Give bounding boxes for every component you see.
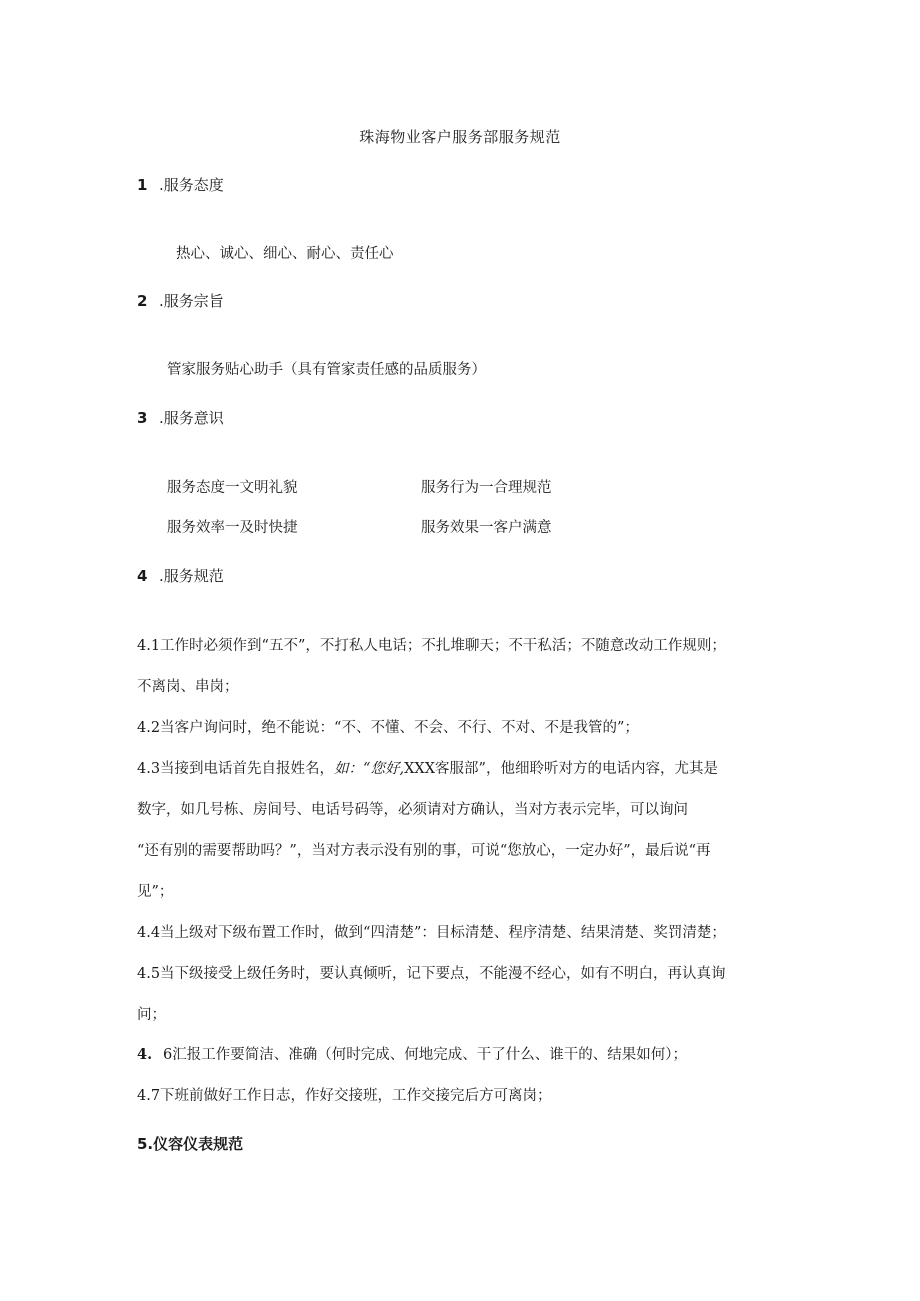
section-number: 4 — [137, 567, 148, 585]
section-heading-purpose — [137, 290, 224, 311]
section-title: 5.仪容仪表规范 — [137, 1135, 244, 1153]
norm-line: 数字，如几号栋、房间号、电话号码等，必须请对方确认，当对方表示完毕，可以询问 — [137, 802, 688, 818]
norm-text: XXX客服部”，他细聆听对方的电话内容，尤其是 — [404, 761, 718, 777]
awareness-item: 服务行为一合理规范 — [421, 480, 552, 496]
section-title: .服务态度 — [159, 176, 224, 194]
purpose-prefix: 管家服务贴心助手 — [167, 362, 283, 378]
purpose-text — [167, 358, 486, 379]
norm-line: “还有别的需要帮助吗？”，当对方表示没有别的事，可说“您放心，一定办好”，最后说“再 — [137, 843, 711, 859]
awareness-item: 服务态度一文明礼貌 — [167, 480, 298, 496]
awareness-item: 服务效果一客户满意 — [421, 520, 552, 536]
norm-text: 4.3当接到电话首先自报姓名， — [137, 761, 335, 777]
norm-line: 见”； — [137, 884, 174, 900]
attitude-text: 热心、诚心、细心、耐心、责任心 — [176, 246, 394, 262]
norm-line: 4.1工作时必须作到“五不”，不打私人电话；不扎堆聊天；不干私活；不随意改动工作规则； — [137, 638, 726, 654]
section-number: 1 — [137, 176, 148, 194]
norm-example: 如：“您好, — [334, 761, 405, 777]
section-heading-awareness — [137, 407, 224, 428]
norm-number: 4. — [137, 1046, 153, 1063]
document-title: 珠海物业客户服务部服务规范 — [359, 128, 561, 146]
norm-line: 问； — [137, 1007, 166, 1023]
section-title: .服务意识 — [159, 409, 224, 427]
section-title: .服务规范 — [159, 567, 224, 585]
norm-line: 4.7下班前做好工作日志，作好交接班，工作交接完后方可离岗； — [137, 1088, 552, 1104]
norm-text: 6汇报工作要简洁、准确（何时完成、何地完成、干了什么、谁干的、结果如何）； — [163, 1047, 687, 1063]
section-number: 2 — [137, 292, 148, 310]
norm-line — [137, 1043, 687, 1064]
awareness-item: 服务效率一及时快捷 — [167, 520, 298, 536]
norm-line: 不离岗、串岗； — [137, 679, 239, 695]
section-heading-appearance — [137, 1133, 243, 1154]
norm-line — [137, 757, 718, 778]
norm-line: 4.2当客户询问时，绝不能说：“不、不懂、不会、不行、不对、不是我管的”； — [137, 720, 639, 736]
norm-line: 4.5当下级接受上级任务时，要认真倾听，记下要点，不能漫不经心，如有不明白，再认真询 — [137, 966, 726, 982]
section-number: 3 — [137, 409, 148, 427]
norm-line: 4.4当上级对下级布置工作时，做到“四清楚”：目标清楚、程序清楚、结果清楚、奖罚清楚； — [137, 925, 726, 941]
section-title: .服务宗旨 — [159, 292, 224, 310]
section-heading-attitude — [137, 174, 224, 195]
section-heading-norms — [137, 565, 224, 586]
purpose-suffix: （具有管家责任感的品质服务） — [283, 362, 486, 378]
